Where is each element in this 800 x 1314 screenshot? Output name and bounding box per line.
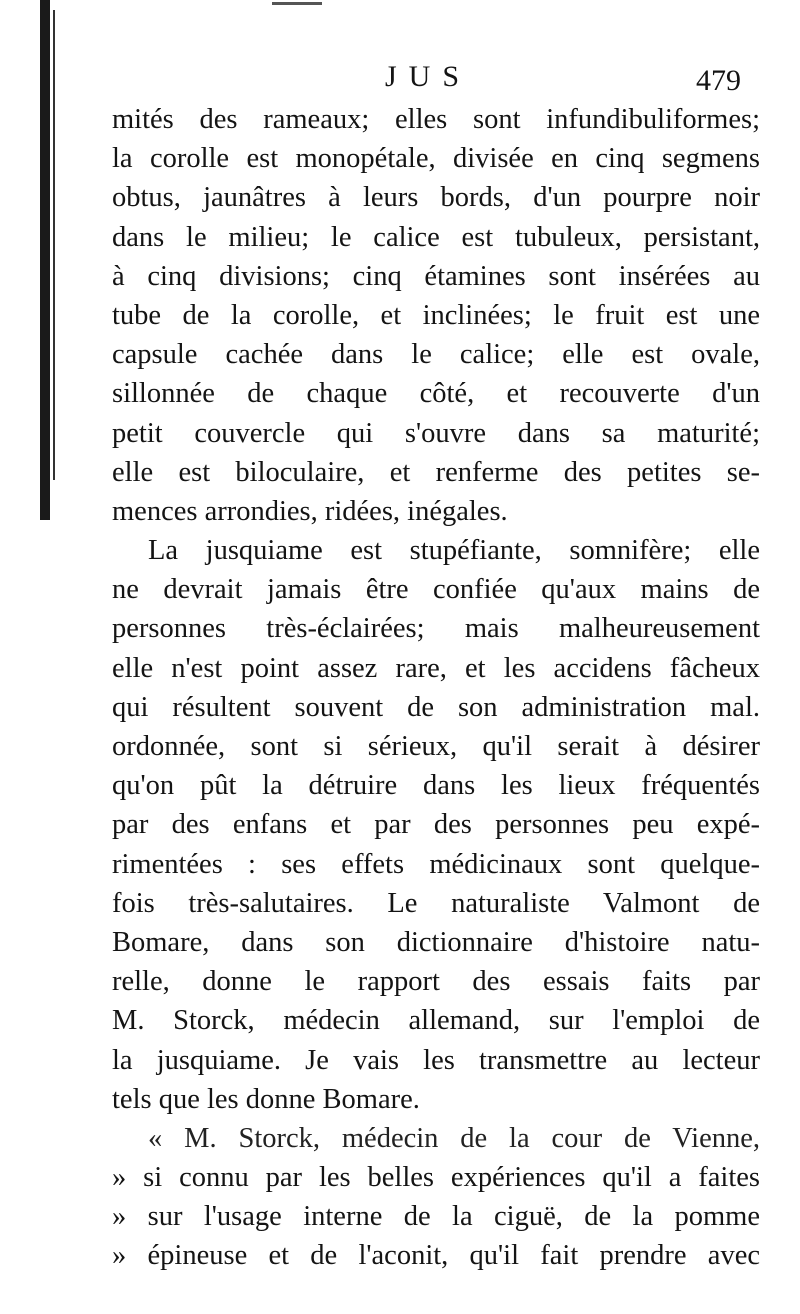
running-head: JUS xyxy=(385,60,472,93)
text-line: mités des rameaux; elles sont infundibuliformes; xyxy=(112,104,760,135)
page-number: 479 xyxy=(696,64,741,97)
text-line: elle n'est point assez rare, et les accidens fâcheux xyxy=(112,652,760,684)
text-line: La jusquiame est stupéfiante, somnifère; elle xyxy=(148,535,760,567)
text-line: capsule cachée dans le calice; elle est ovale, xyxy=(112,339,760,371)
text-line: ordonnée, sont si sérieux, qu'il serait à désirer xyxy=(112,731,760,762)
text-line: M. Storck, médecin allemand, sur l'emploi de xyxy=(112,1005,760,1037)
text-line: à cinq divisions; cinq étamines sont insérées au xyxy=(112,260,760,292)
text-line: tels que les donne Bomare. xyxy=(112,1083,420,1115)
text-line: elle est biloculaire, et renferme des petites se- xyxy=(112,456,760,488)
text-line: rimentées : ses effets médicinaux sont quelque- xyxy=(112,848,760,880)
page-header xyxy=(0,52,800,102)
text-line: petit couvercle qui s'ouvre dans sa maturité; xyxy=(112,417,760,449)
text-line: » épineuse et de l'aconit, qu'il fait prendre avec xyxy=(112,1240,760,1272)
body-text xyxy=(112,100,760,1276)
text-line: tube de la corolle, et inclinées; le fruit est une xyxy=(112,299,760,331)
text-line: la corolle est monopétale, divisée en cinq segmens xyxy=(112,143,760,175)
text-line: la jusquiame. Je vais les transmettre au lecteur xyxy=(112,1044,760,1076)
text-line: obtus, jaunâtres à leurs bords, d'un pourpre noir xyxy=(112,182,760,214)
text-line: personnes très-éclairées; mais malheureusement xyxy=(112,613,760,645)
text-line: ne devrait jamais être confiée qu'aux mains de xyxy=(112,574,760,606)
text-line: sillonnée de chaque côté, et recouverte d'un xyxy=(112,378,760,410)
paragraph xyxy=(112,531,760,1119)
text-line: » si connu par les belles expériences qu'il a faites xyxy=(112,1162,760,1194)
text-line: par des enfans et par des personnes peu expé- xyxy=(112,809,760,841)
text-line: Bomare, dans son dictionnaire d'histoire natu- xyxy=(112,926,760,958)
text-line: « M. Storck, médecin de la cour de Vienne, xyxy=(148,1122,760,1154)
text-line: qu'on pût la détruire dans les lieux fréquentés xyxy=(112,770,760,802)
text-line: relle, donne le rapport des essais faits par xyxy=(112,966,760,998)
top-ornament-rule xyxy=(272,2,322,5)
paragraph xyxy=(112,100,760,531)
text-line: » sur l'usage interne de la ciguë, de la pomme xyxy=(112,1201,760,1233)
text-line: mences arrondies, ridées, inégales. xyxy=(112,495,508,527)
quotation-paragraph xyxy=(112,1119,760,1276)
text-line: fois très-salutaires. Le naturaliste Valmont de xyxy=(112,887,760,919)
text-line: qui résultent souvent de son administration mal. xyxy=(112,691,760,723)
text-line: dans le milieu; le calice est tubuleux, persistant, xyxy=(112,221,760,253)
